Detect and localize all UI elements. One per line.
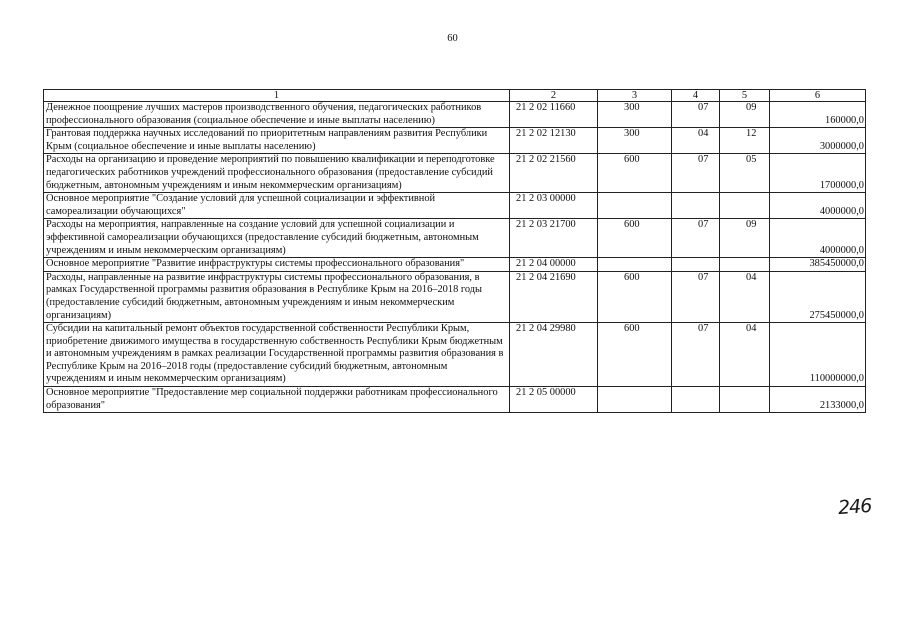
table-row <box>44 258 866 272</box>
row-subsection: 05 <box>720 154 770 193</box>
row-description: Расходы на мероприятия, направленные на создание условий для успешной социализации и эффективной самореализации обучающихся (предоставление субсидий бюджетным, автономным учреждениям и иным некоммерческим организациям) <box>44 219 510 258</box>
row-subsection: 04 <box>720 323 770 387</box>
row-section: 07 <box>672 102 720 128</box>
row-section <box>672 387 720 413</box>
row-amount: 385450000,0 <box>770 258 866 272</box>
row-expense-type: 600 <box>598 323 672 387</box>
row-subsection: 09 <box>720 102 770 128</box>
column-header: 6 <box>770 90 866 102</box>
row-section: 04 <box>672 128 720 154</box>
row-amount: 3000000,0 <box>770 128 866 154</box>
row-description: Субсидии на капитальный ремонт объектов государственной собственности Республики Крым, приобретение движимого имущества в государственную собственность Республики Крым бюджетным и автономным учреждениям в рамках реализации Государственной программы развития образования в Республике Крым на 2016–2018 годы (предоставление субсидий бюджетным, автономным учреждениям и иным некоммерческим организациям) <box>44 323 510 387</box>
row-amount: 275450000,0 <box>770 271 866 322</box>
row-description: Основное мероприятие "Предоставление мер социальной поддержки работникам профессионального образования" <box>44 387 510 413</box>
row-description: Грантовая поддержка научных исследований по приоритетным направлениям развития Республики Крым (социальное обеспечение и иные выплаты населению) <box>44 128 510 154</box>
row-code: 21 2 03 00000 <box>510 193 598 219</box>
column-header: 1 <box>44 90 510 102</box>
row-section <box>672 258 720 272</box>
row-amount: 1700000,0 <box>770 154 866 193</box>
row-expense-type <box>598 387 672 413</box>
row-expense-type <box>598 193 672 219</box>
row-expense-type: 300 <box>598 128 672 154</box>
row-subsection <box>720 258 770 272</box>
row-amount: 160000,0 <box>770 102 866 128</box>
column-header: 4 <box>672 90 720 102</box>
row-amount: 4000000,0 <box>770 193 866 219</box>
row-code: 21 2 03 21700 <box>510 219 598 258</box>
table-row <box>44 323 866 387</box>
row-amount: 4000000,0 <box>770 219 866 258</box>
row-subsection <box>720 193 770 219</box>
table-row <box>44 271 866 322</box>
table-row <box>44 219 866 258</box>
row-subsection: 12 <box>720 128 770 154</box>
column-header: 2 <box>510 90 598 102</box>
row-section: 07 <box>672 323 720 387</box>
row-expense-type: 600 <box>598 154 672 193</box>
table-row <box>44 387 866 413</box>
row-description: Основное мероприятие "Развитие инфраструктуры системы профессионального образования" <box>44 258 510 272</box>
table-row <box>44 102 866 128</box>
row-section: 07 <box>672 219 720 258</box>
table-row <box>44 193 866 219</box>
row-expense-type: 600 <box>598 219 672 258</box>
table-row <box>44 128 866 154</box>
row-code: 21 2 02 21560 <box>510 154 598 193</box>
budget-table <box>43 89 866 413</box>
row-description: Основное мероприятие "Создание условий для успешной социализации и эффективной самореализации обучающихся" <box>44 193 510 219</box>
row-code: 21 2 02 12130 <box>510 128 598 154</box>
row-description: Расходы, направленные на развитие инфраструктуры системы профессионального образования, в рамках Государственной программы развития образования в Республике Крым на 2016–2018 годы (предоставление субсидий бюджетным, автономным учреждениям и иным некоммерческим организациям) <box>44 271 510 322</box>
table-row <box>44 154 866 193</box>
row-expense-type: 300 <box>598 102 672 128</box>
column-header: 3 <box>598 90 672 102</box>
row-code: 21 2 04 29980 <box>510 323 598 387</box>
row-description: Денежное поощрение лучших мастеров производственного обучения, педагогических работников профессионального образования (социальное обеспечение и иные выплаты населению) <box>44 102 510 128</box>
row-section: 07 <box>672 154 720 193</box>
row-subsection <box>720 387 770 413</box>
handwritten-page-mark: 246 <box>837 494 872 520</box>
row-amount: 2133000,0 <box>770 387 866 413</box>
row-code: 21 2 04 00000 <box>510 258 598 272</box>
column-header: 5 <box>720 90 770 102</box>
row-code: 21 2 04 21690 <box>510 271 598 322</box>
row-subsection: 09 <box>720 219 770 258</box>
row-expense-type: 600 <box>598 271 672 322</box>
row-subsection: 04 <box>720 271 770 322</box>
row-description: Расходы на организацию и проведение мероприятий по повышению квалификации и переподготовке педагогических работников учреждений профессионального образования (предоставление субсидий бюджетным, автономным учреждениям и иным некоммерческим организациям) <box>44 154 510 193</box>
row-expense-type <box>598 258 672 272</box>
row-section: 07 <box>672 271 720 322</box>
row-code: 21 2 05 00000 <box>510 387 598 413</box>
page-number: 60 <box>447 33 458 44</box>
row-code: 21 2 02 11660 <box>510 102 598 128</box>
row-amount: 110000000,0 <box>770 323 866 387</box>
table-header-row <box>44 90 866 102</box>
row-section <box>672 193 720 219</box>
